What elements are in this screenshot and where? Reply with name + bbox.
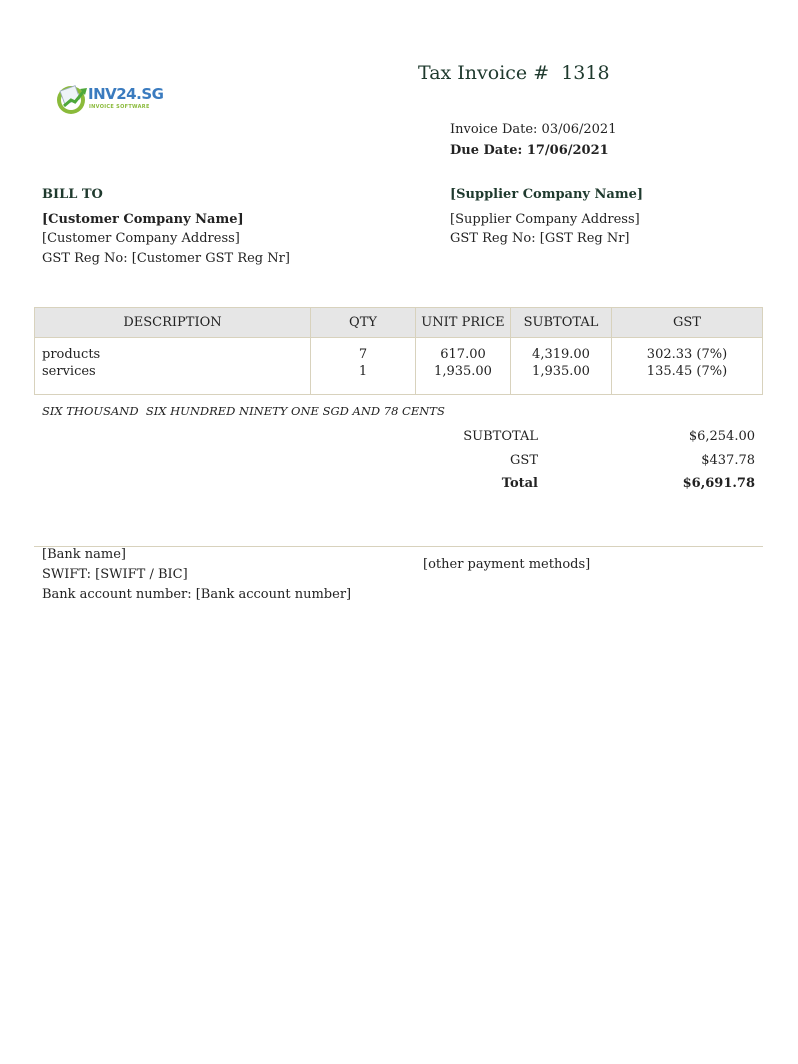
supplier-company-name: [Supplier Company Name] xyxy=(450,187,643,202)
gst-value: $437.78 xyxy=(701,453,755,468)
line-items-table xyxy=(34,307,763,395)
company-logo xyxy=(55,82,164,118)
cell-subtotal: 4,319.00 1,935.00 xyxy=(511,338,612,395)
table-row xyxy=(35,338,763,395)
bank-account-number: Bank account number: [Bank account number] xyxy=(42,587,352,602)
col-description: DESCRIPTION xyxy=(35,308,311,338)
other-payment-methods: [other payment methods] xyxy=(423,557,591,572)
payment-divider xyxy=(34,546,763,547)
invoice-chart-arrow-icon xyxy=(55,82,89,116)
amount-in-words: SIX THOUSAND SIX HUNDRED NINETY ONE SGD AND 78 CENTS xyxy=(42,404,445,418)
table-header-row xyxy=(35,308,763,338)
bank-name: [Bank name] xyxy=(42,547,126,562)
logo-tagline: INVOICE SOFTWARE xyxy=(89,104,150,110)
col-qty: QTY xyxy=(311,308,416,338)
cell-description: products services xyxy=(35,338,311,395)
swift-code: SWIFT: [SWIFT / BIC] xyxy=(42,567,188,582)
subtotal-label: SUBTOTAL xyxy=(463,429,538,444)
bill-to-heading: BILL TO xyxy=(42,187,103,202)
customer-company-name: [Customer Company Name] xyxy=(42,212,244,227)
cell-unit-price: 617.00 1,935.00 xyxy=(416,338,511,395)
supplier-gst-reg: GST Reg No: [GST Reg Nr] xyxy=(450,231,630,246)
gst-label: GST xyxy=(510,453,538,468)
cell-qty: 7 1 xyxy=(311,338,416,395)
cell-gst: 302.33 (7%) 135.45 (7%) xyxy=(612,338,763,395)
logo-name: INV24.SG xyxy=(88,85,164,103)
total-value: $6,691.78 xyxy=(682,476,755,491)
invoice-title: Tax Invoice # 1318 xyxy=(418,62,610,84)
customer-gst-reg: GST Reg No: [Customer GST Reg Nr] xyxy=(42,251,290,266)
total-label: Total xyxy=(501,476,538,491)
col-subtotal: SUBTOTAL xyxy=(511,308,612,338)
col-gst: GST xyxy=(612,308,763,338)
subtotal-value: $6,254.00 xyxy=(688,429,755,444)
due-date: Due Date: 17/06/2021 xyxy=(450,143,609,158)
invoice-date: Invoice Date: 03/06/2021 xyxy=(450,122,617,137)
col-unit-price: UNIT PRICE xyxy=(416,308,511,338)
customer-company-address: [Customer Company Address] xyxy=(42,231,240,246)
supplier-company-address: [Supplier Company Address] xyxy=(450,212,640,227)
